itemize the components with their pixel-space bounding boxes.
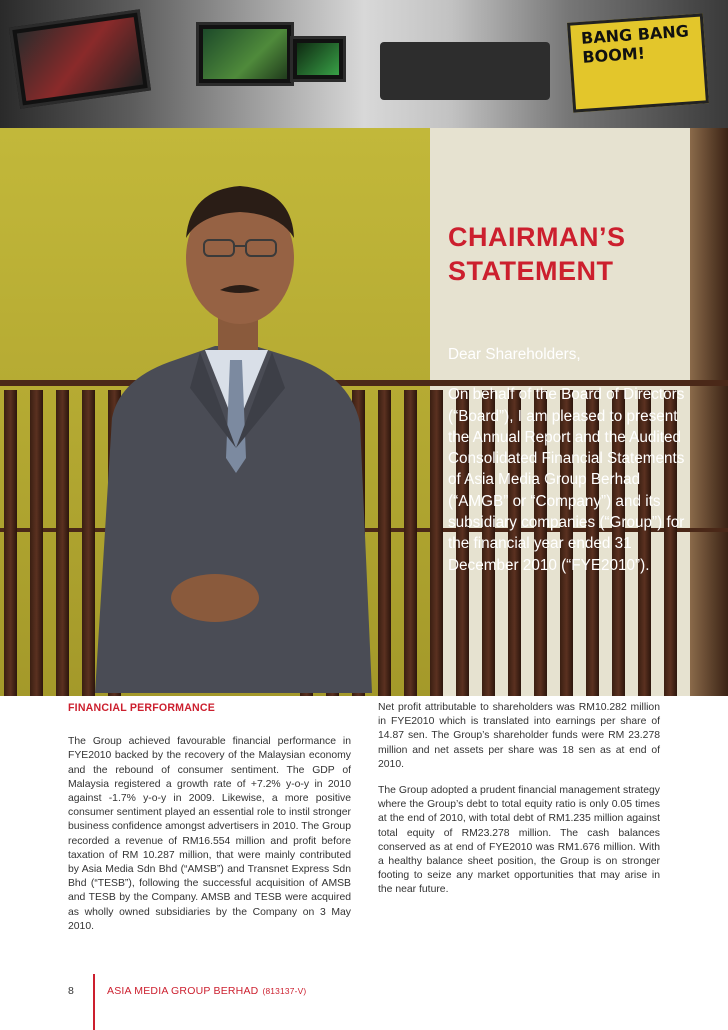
intro-text xyxy=(448,344,688,595)
title-line-1: CHAIRMAN’S xyxy=(448,222,626,252)
page-number: 8 xyxy=(68,985,74,997)
section-heading-financial-performance: FINANCIAL PERFORMANCE xyxy=(68,702,216,714)
right-column xyxy=(378,701,660,910)
sign-text: BANG BANG BOOM! xyxy=(580,21,690,67)
footer-divider xyxy=(93,974,95,1030)
body-paragraph: The Group adopted a prudent financial management strategy where the Group’s debt to total equity ratio is only 0.05 times at the end of 2010, with total debt of RM1.235 million against total equity of RM23.278 million. The cash balances conserved as at end of FYE2010 was RM1.676 million. With a healthy balance sheet position, the Group is on stronger footing to seize any market opportunities that may arise in the near future. xyxy=(378,785,660,896)
intro-paragraph: On behalf of the Board of Directors (“Board”), I am pleased to present the Annual Report and the Audited Consolidated Financial Statements of Asia Media Group Berhad (“AMGB” or “Company”) and its subsidiary companies (“Group”) for the financial year ended 31 December 2010 (“FYE2010”). xyxy=(448,386,685,574)
display-panel-image xyxy=(380,42,550,100)
tv-screen-image xyxy=(9,9,151,109)
tv-screen-image xyxy=(196,22,294,86)
company-name: ASIA MEDIA GROUP BERHAD xyxy=(107,985,259,997)
title-line-2: STATEMENT xyxy=(448,256,614,286)
salutation: Dear Shareholders, xyxy=(448,346,581,363)
page-title xyxy=(448,220,708,288)
footer-company xyxy=(107,985,306,997)
bang-bang-boom-sign xyxy=(567,13,709,112)
company-registration: (813137-V) xyxy=(262,986,307,996)
body-paragraph: The Group achieved favourable financial performance in FYE2010 backed by the recovery of the Malaysian economy and the rebound of consumer sentiment. The GDP of Malaysia registered a growth rate of +7.2% y-o-y in 2010 against -1.7% y-o-y in 2009. Likewise, a more positive consumer sentiment played an essential role to instil stronger business confidence amongst advertisers in 2010. The Group recorded a revenue of RM16.554 million and profit before taxation of RM 10.287 million, that were mainly contributed by Asia Media Sdn Bhd (“AMSB”) and Transnet Express Sdn Bhd (“TESB”), following the successful acquisition of AMSB and TESB by the Company. AMSB and TESB were acquired as wholly owned subsidiaries by the Company on 3 May 2010. xyxy=(68,736,351,932)
tv-screen-image xyxy=(290,36,346,82)
left-column xyxy=(68,701,351,946)
body-paragraph: Net profit attributable to shareholders was RM10.282 million in FYE2010 which is translated into earnings per share of 14.87 sen. The Group’s shareholder funds were RM 23.278 million and net assets per share was 18 sen as at end of 2010. xyxy=(378,702,660,770)
header-banner-photo xyxy=(0,0,728,128)
